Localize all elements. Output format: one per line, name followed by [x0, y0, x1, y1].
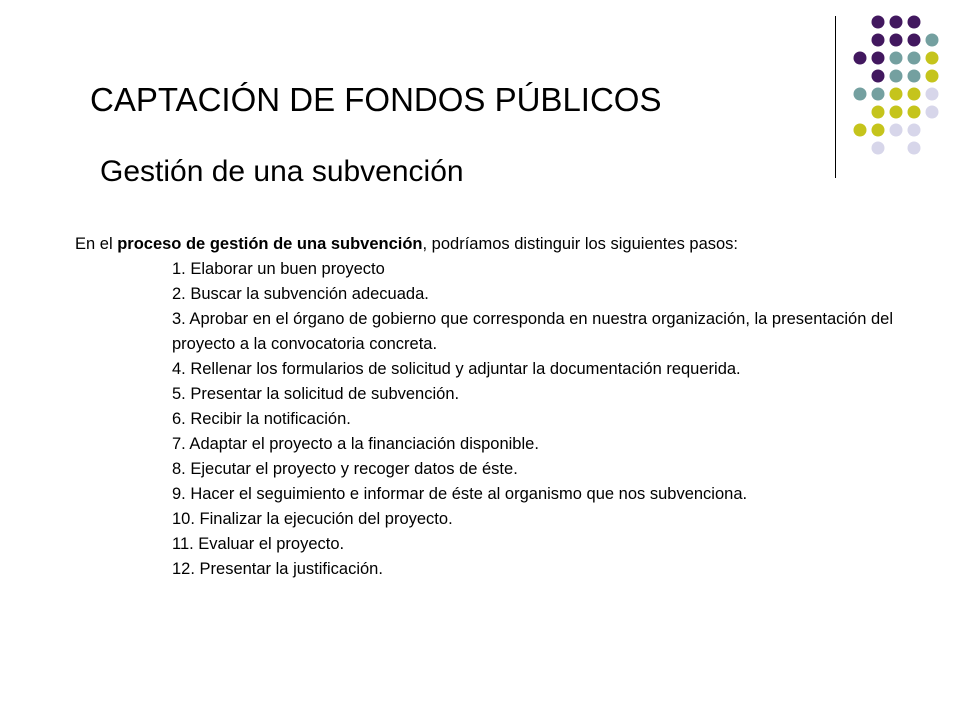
step-item: 8. Ejecutar el proyecto y recoger datos de éste. — [172, 460, 518, 478]
intro-suffix: , podríamos distinguir los siguientes pasos: — [422, 235, 739, 253]
decorative-dot — [908, 70, 921, 83]
decorative-dot — [872, 34, 885, 47]
dot-grid-decoration — [850, 14, 950, 159]
steps-list — [75, 257, 935, 582]
decorative-dot — [926, 34, 939, 47]
decorative-dot — [890, 124, 903, 137]
step-item: 7. Adaptar el proyecto a la financiación disponible. — [172, 435, 539, 453]
decorative-dot — [872, 106, 885, 119]
slide-body — [75, 232, 935, 582]
step-item: 6. Recibir la notificación. — [172, 410, 351, 428]
decorative-dot — [926, 52, 939, 65]
step-item: 9. Hacer el seguimiento e informar de éste al organismo que nos subvenciona. — [172, 485, 748, 503]
decorative-dot — [908, 88, 921, 101]
intro-paragraph — [75, 232, 935, 257]
intro-prefix: En el — [75, 235, 118, 253]
decorative-dot — [926, 70, 939, 83]
slide-title: CAPTACIÓN DE FONDOS PÚBLICOS — [90, 81, 662, 118]
decorative-dot — [854, 52, 867, 65]
decorative-dot — [872, 16, 885, 29]
decorative-dot — [890, 16, 903, 29]
decorative-dot — [890, 106, 903, 119]
decorative-dot — [872, 88, 885, 101]
decorative-dot — [926, 106, 939, 119]
decorative-dot — [908, 142, 921, 155]
decorative-dot — [890, 88, 903, 101]
step-item: 1. Elaborar un buen proyecto — [172, 260, 385, 278]
vertical-divider — [835, 16, 836, 178]
step-item: 11. Evaluar el proyecto. — [172, 535, 345, 553]
step-item: 4. Rellenar los formularios de solicitud y adjuntar la documentación requerida. — [172, 360, 741, 378]
decorative-dot — [854, 88, 867, 101]
decorative-dot — [926, 88, 939, 101]
decorative-dot — [890, 70, 903, 83]
step-item: 5. Presentar la solicitud de subvención. — [172, 385, 460, 403]
step-item: 2. Buscar la subvención adecuada. — [172, 285, 429, 303]
decorative-dot — [854, 124, 867, 137]
step-item: 3. Aprobar en el órgano de gobierno que corresponda en nuestra organización, la presentación del proyecto a la convocatoria concreta. — [172, 310, 894, 353]
slide-subtitle: Gestión de una subvención — [100, 155, 464, 188]
decorative-dot — [872, 142, 885, 155]
decorative-dot — [890, 34, 903, 47]
step-item: 12. Presentar la justificación. — [172, 560, 383, 578]
intro-bold-phrase: proceso de gestión de una subvención — [117, 235, 423, 253]
decorative-dot — [908, 52, 921, 65]
decorative-dot — [872, 52, 885, 65]
decorative-dot — [872, 124, 885, 137]
decorative-dot — [872, 70, 885, 83]
decorative-dot — [908, 106, 921, 119]
decorative-dot — [908, 124, 921, 137]
decorative-dot — [908, 16, 921, 29]
step-item: 10. Finalizar la ejecución del proyecto. — [172, 510, 453, 528]
decorative-dot — [890, 52, 903, 65]
decorative-dot — [908, 34, 921, 47]
